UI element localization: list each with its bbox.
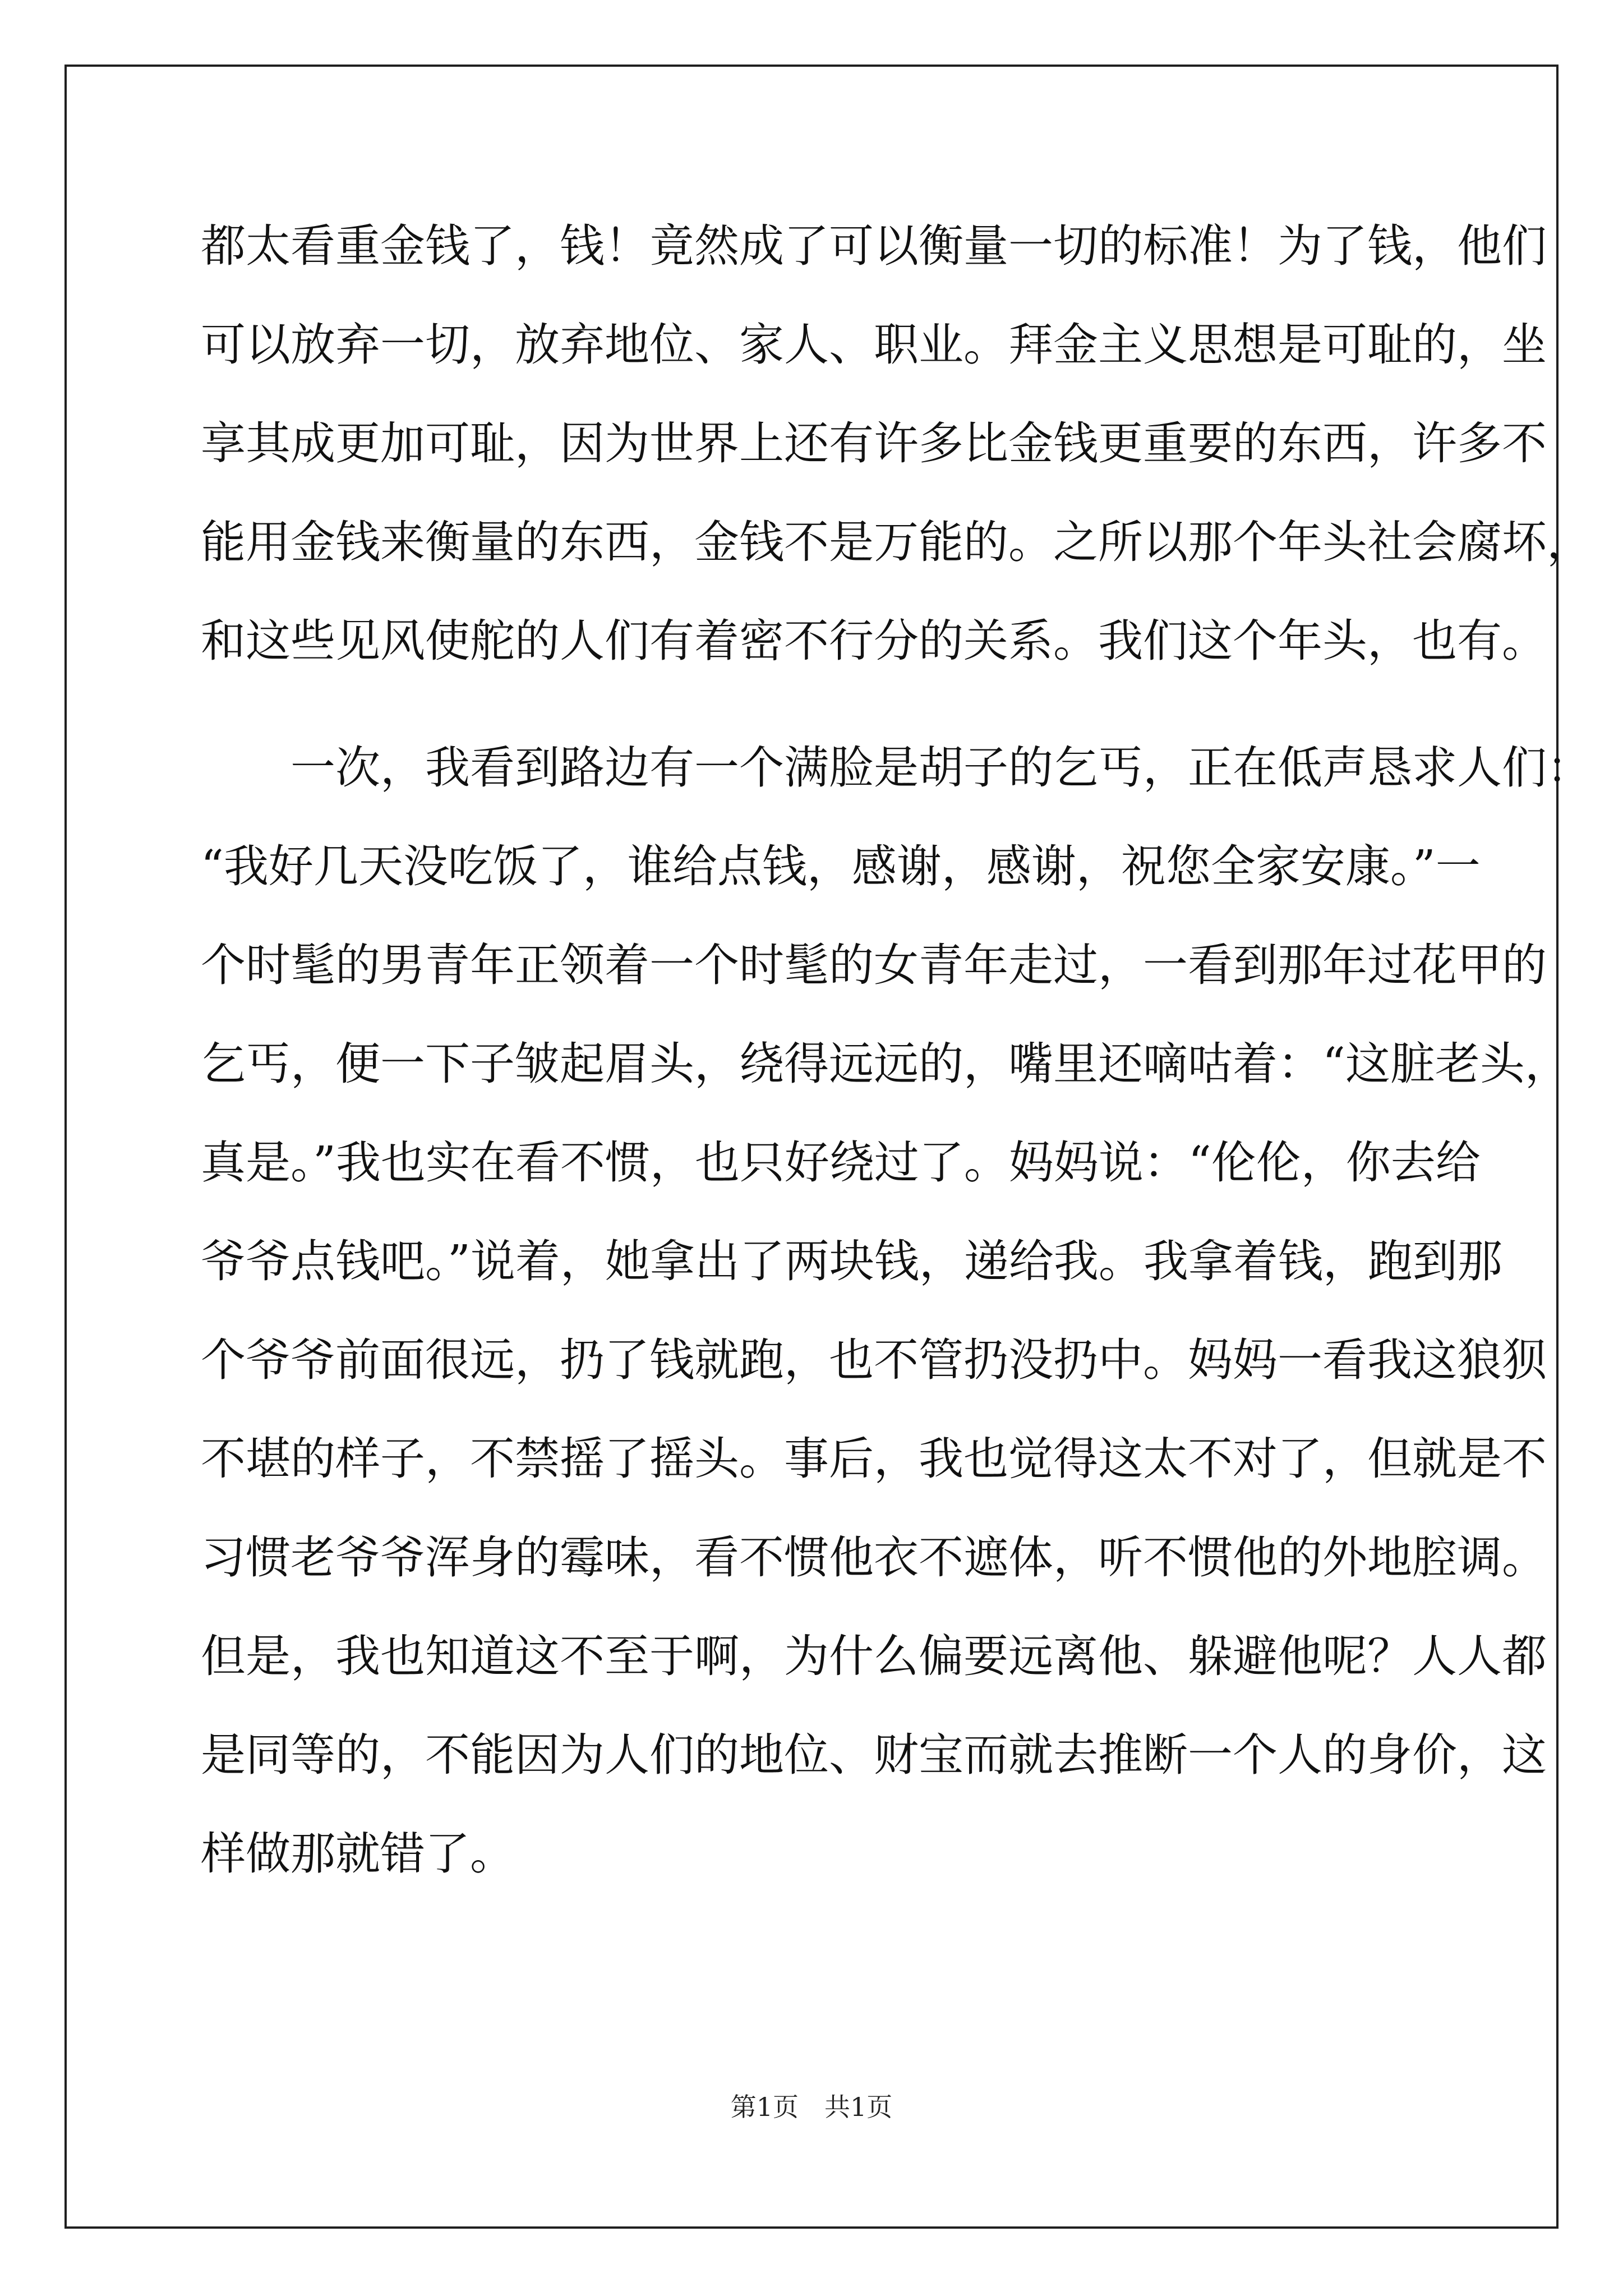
page-number-footer: 第1页 共1页 — [730, 2092, 893, 2122]
text-line: 乞丐，便一下子皱起眉头，绕得远远的，嘴里还嘀咕着：“这脏老头， — [201, 1038, 1570, 1090]
text-line: 不堪的样子，不禁摇了摇头。事后，我也觉得这太不对了，但就是不 — [201, 1433, 1547, 1485]
text-line: 爷爷点钱吧。”说着，她拿出了两块钱，递给我。我拿着钱，跑到那 — [201, 1235, 1502, 1287]
text-line: 个时髦的男青年正领着一个时髦的女青年走过，一看到那年过花甲的 — [201, 939, 1547, 991]
text-line: 但是，我也知道这不至于啊，为什么偏要远离他、躲避他呢？人人都 — [201, 1630, 1547, 1682]
text-line: “我好几天没吃饭了，谁给点钱，感谢，感谢，祝您全家安康。”一 — [201, 840, 1481, 892]
text-line: 一次，我看到路边有一个满脸是胡子的乞丐，正在低声恳求人们： — [201, 742, 1592, 794]
text-line: 习惯老爷爷浑身的霉味，看不惯他衣不遮体，听不惯他的外地腔调。 — [201, 1531, 1547, 1584]
text-line: 个爷爷前面很远，扔了钱就跑，也不管扔没扔中。妈妈一看我这狼狈 — [201, 1334, 1547, 1386]
text-line: 是同等的，不能因为人们的地位、财宝而就去推断一个人的身价，这 — [201, 1729, 1547, 1781]
text-line: 都太看重金钱了，钱！竟然成了可以衡量一切的标准！为了钱，他们 — [201, 220, 1547, 272]
text-line: 可以放弃一切，放弃地位、家人、职业。拜金主义思想是可耻的，坐 — [201, 319, 1547, 371]
text-line: 能用金钱来衡量的东西，金钱不是万能的。之所以那个年头社会腐坏， — [201, 516, 1592, 568]
text-line: 享其成更加可耻，因为世界上还有许多比金钱更重要的东西，许多不 — [201, 417, 1547, 470]
text-line: 真是。”我也实在看不惯，也只好绕过了。妈妈说：“伦伦，你去给 — [201, 1137, 1481, 1189]
text-line: 和这些见风使舵的人们有着密不行分的关系。我们这个年头，也有。 — [201, 615, 1547, 667]
text-line: 样做那就错了。 — [201, 1828, 515, 1880]
